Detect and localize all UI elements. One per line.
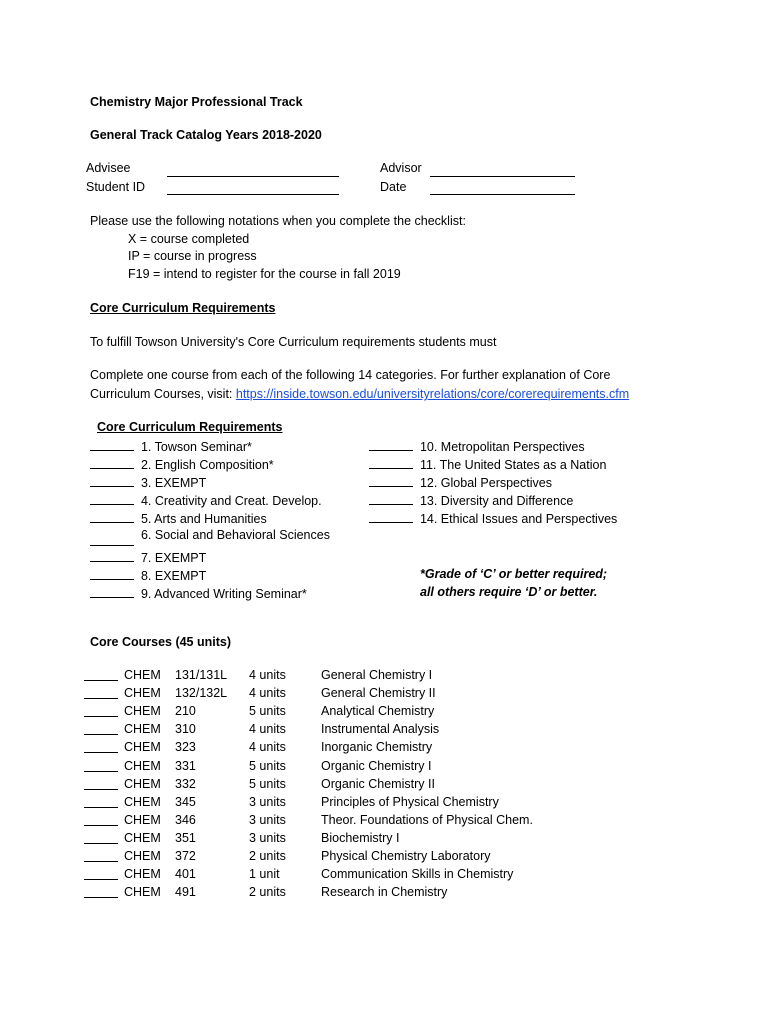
core-item-label: 10. Metropolitan Perspectives — [419, 440, 585, 454]
core-courses-heading: Core Courses (45 units) — [90, 635, 232, 649]
course-title: Physical Chemistry Laboratory — [321, 849, 491, 863]
core-item — [369, 509, 617, 527]
advisor-label: Advisor — [380, 161, 422, 175]
core-item — [90, 566, 206, 584]
table-row — [84, 776, 564, 792]
checkbox-blank[interactable] — [369, 437, 413, 451]
core-item-label: 8. EXEMPT — [140, 569, 207, 583]
checkbox-blank[interactable] — [84, 776, 118, 790]
course-dept: CHEM — [124, 759, 161, 773]
course-units: 3 units — [249, 831, 286, 845]
course-title: Research in Chemistry — [321, 885, 448, 899]
checkbox-blank[interactable] — [84, 866, 118, 880]
table-row — [84, 667, 564, 683]
core-item — [90, 455, 274, 473]
course-number: 210 — [175, 704, 196, 718]
core-item-label: 9. Advanced Writing Seminar* — [140, 587, 307, 601]
checkbox-blank[interactable] — [84, 758, 118, 772]
checkbox-blank[interactable] — [84, 830, 118, 844]
checkbox-blank[interactable] — [84, 685, 118, 699]
course-dept: CHEM — [124, 813, 161, 827]
course-dept: CHEM — [124, 686, 161, 700]
table-row — [84, 884, 564, 900]
table-row — [84, 739, 564, 755]
course-number: 351 — [175, 831, 196, 845]
catalog-years-subtitle: General Track Catalog Years 2018-2020 — [90, 128, 322, 142]
course-title: Inorganic Chemistry — [321, 740, 433, 754]
core-item-label: 4. Creativity and Creat. Develop. — [140, 494, 322, 508]
checkbox-blank[interactable] — [84, 667, 118, 681]
course-dept: CHEM — [124, 722, 161, 736]
course-number: 372 — [175, 849, 196, 863]
course-dept: CHEM — [124, 777, 161, 791]
course-dept: CHEM — [124, 885, 161, 899]
course-title: General Chemistry I — [321, 668, 433, 682]
table-row — [84, 685, 564, 701]
course-title: Instrumental Analysis — [321, 722, 440, 736]
core-item — [90, 548, 206, 566]
course-number: 345 — [175, 795, 196, 809]
course-number: 131/131L — [175, 668, 228, 682]
course-units: 3 units — [249, 813, 286, 827]
notations-intro: Please use the following notations when you complete the checklist: — [90, 214, 466, 228]
course-dept: CHEM — [124, 704, 161, 718]
core-item-label: 12. Global Perspectives — [419, 476, 552, 490]
course-dept: CHEM — [124, 795, 161, 809]
table-row — [84, 794, 564, 810]
core-item-label: 6. Social and Behavioral Sciences — [140, 528, 330, 542]
notation-item: IP = course in progress — [128, 249, 257, 263]
course-units: 5 units — [249, 704, 286, 718]
core-item-label: 7. EXEMPT — [140, 551, 207, 565]
checkbox-blank[interactable] — [90, 437, 134, 451]
course-dept: CHEM — [124, 668, 161, 682]
date-field[interactable] — [430, 194, 575, 195]
core-item — [90, 527, 330, 543]
checkbox-blank[interactable] — [84, 721, 118, 735]
checkbox-blank[interactable] — [90, 545, 134, 546]
checkbox-blank[interactable] — [369, 509, 413, 523]
course-title: Analytical Chemistry — [321, 704, 435, 718]
table-row — [84, 758, 564, 774]
core-complete-text: Complete one course from each of the following 14 categories. For further explanation of Core — [90, 368, 611, 382]
checkbox-blank[interactable] — [90, 455, 134, 469]
checkbox-blank[interactable] — [90, 566, 134, 580]
core-item — [90, 584, 307, 602]
checkbox-blank[interactable] — [90, 473, 134, 487]
course-units: 1 unit — [249, 867, 280, 881]
advisee-field[interactable] — [167, 176, 339, 177]
checkbox-blank[interactable] — [90, 548, 134, 562]
student-id-field[interactable] — [167, 194, 339, 195]
table-row — [84, 721, 564, 737]
core-item — [90, 509, 267, 527]
course-units: 4 units — [249, 668, 286, 682]
page-title: Chemistry Major Professional Track — [90, 95, 303, 109]
core-item — [369, 473, 552, 491]
checkbox-blank[interactable] — [84, 848, 118, 862]
core-list-heading: Core Curriculum Requirements — [97, 420, 283, 434]
checkbox-blank[interactable] — [369, 455, 413, 469]
course-units: 3 units — [249, 795, 286, 809]
course-units: 5 units — [249, 759, 286, 773]
core-visit-label: Curriculum Courses, visit: — [90, 387, 236, 401]
checkbox-blank[interactable] — [369, 473, 413, 487]
course-units: 2 units — [249, 885, 286, 899]
core-item-label: 5. Arts and Humanities — [140, 512, 267, 526]
table-row — [84, 866, 564, 882]
checkbox-blank[interactable] — [84, 739, 118, 753]
advisor-field[interactable] — [430, 176, 575, 177]
core-item-label: 3. EXEMPT — [140, 476, 207, 490]
core-item-label: 1. Towson Seminar* — [140, 440, 252, 454]
table-row — [84, 703, 564, 719]
course-number: 346 — [175, 813, 196, 827]
checkbox-blank[interactable] — [84, 703, 118, 717]
core-item-label: 11. The United States as a Nation — [419, 458, 607, 472]
core-item — [90, 473, 206, 491]
course-number: 132/132L — [175, 686, 228, 700]
course-title: Organic Chemistry I — [321, 759, 432, 773]
checkbox-blank[interactable] — [90, 509, 134, 523]
checkbox-blank[interactable] — [369, 491, 413, 505]
course-number: 401 — [175, 867, 196, 881]
course-title: Communication Skills in Chemistry — [321, 867, 514, 881]
table-row — [84, 830, 564, 846]
course-units: 5 units — [249, 777, 286, 791]
course-number: 491 — [175, 885, 196, 899]
checkbox-blank[interactable] — [90, 584, 134, 598]
core-item — [369, 437, 585, 455]
course-units: 4 units — [249, 686, 286, 700]
grade-note: *Grade of ‘C’ or better required; — [420, 567, 608, 581]
course-units: 4 units — [249, 722, 286, 736]
course-title: Theor. Foundations of Physical Chem. — [321, 813, 533, 827]
core-item-label: 2. English Composition* — [140, 458, 274, 472]
course-dept: CHEM — [124, 740, 161, 754]
core-fulfill-text: To fulfill Towson University's Core Curriculum requirements students must — [90, 335, 497, 349]
checkbox-blank[interactable] — [90, 491, 134, 505]
grade-note: all others require ‘D’ or better. — [420, 585, 598, 599]
core-item — [369, 455, 606, 473]
table-row — [84, 812, 564, 828]
course-dept: CHEM — [124, 849, 161, 863]
student-id-label: Student ID — [86, 180, 146, 194]
core-item — [369, 491, 573, 509]
course-dept: CHEM — [124, 867, 161, 881]
core-item — [90, 491, 322, 509]
checkbox-blank[interactable] — [84, 884, 118, 898]
date-label: Date — [380, 180, 407, 194]
notation-item: X = course completed — [128, 232, 250, 246]
checkbox-blank[interactable] — [84, 794, 118, 808]
core-curriculum-heading: Core Curriculum Requirements — [90, 301, 276, 315]
course-number: 331 — [175, 759, 196, 773]
course-title: Principles of Physical Chemistry — [321, 795, 499, 809]
course-units: 2 units — [249, 849, 286, 863]
advisee-label: Advisee — [86, 161, 131, 175]
core-item-label: 14. Ethical Issues and Perspectives — [419, 512, 618, 526]
course-title: Organic Chemistry II — [321, 777, 435, 791]
course-title: General Chemistry II — [321, 686, 436, 700]
course-number: 332 — [175, 777, 196, 791]
course-units: 4 units — [249, 740, 286, 754]
notation-item: F19 = intend to register for the course in fall 2019 — [128, 267, 401, 281]
core-visit-text — [90, 386, 629, 402]
core-item-label: 13. Diversity and Difference — [419, 494, 574, 508]
core-item — [90, 437, 252, 455]
table-row — [84, 848, 564, 864]
course-dept: CHEM — [124, 831, 161, 845]
course-title: Biochemistry I — [321, 831, 400, 845]
course-number: 323 — [175, 740, 196, 754]
course-number: 310 — [175, 722, 196, 736]
core-requirements-link[interactable]: https://inside.towson.edu/universityrelations/core/corerequirements.cfm — [235, 387, 630, 401]
checkbox-blank[interactable] — [84, 812, 118, 826]
